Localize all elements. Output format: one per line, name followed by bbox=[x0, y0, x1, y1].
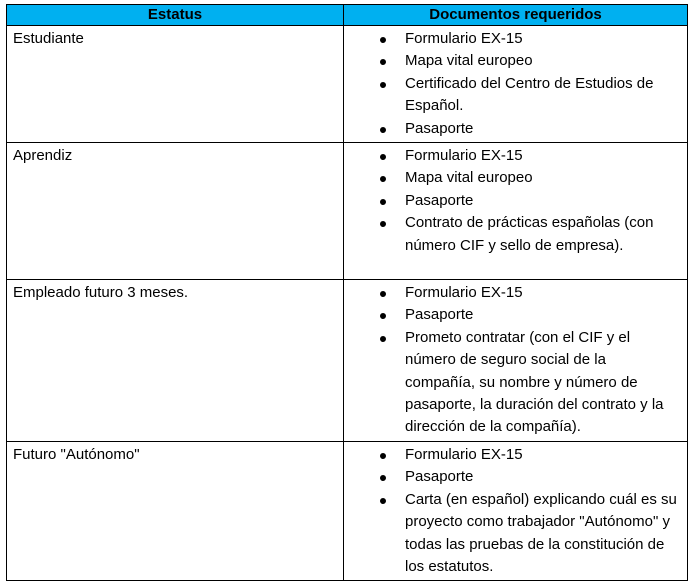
document-text: Pasaporte bbox=[405, 468, 474, 486]
list-item bbox=[344, 190, 679, 212]
list-item bbox=[344, 145, 679, 167]
list-item bbox=[344, 118, 679, 140]
list-item bbox=[344, 167, 679, 189]
bullet-icon bbox=[380, 82, 386, 88]
document-text: Formulario EX-15 bbox=[405, 30, 523, 47]
list-item bbox=[344, 212, 679, 257]
document-text: Certificado del Centro de Estudios de Español. bbox=[405, 74, 654, 115]
document-list bbox=[344, 282, 679, 439]
list-item bbox=[344, 444, 679, 466]
documents-cell bbox=[344, 143, 688, 280]
bullet-icon bbox=[380, 336, 386, 342]
document-text: Carta (en español) explicando cuál es su proyecto como trabajador "Autónomo" y todas las pruebas de la constitución de los estatutos. bbox=[405, 490, 677, 575]
document-text: Pasaporte bbox=[405, 119, 474, 137]
bullet-icon bbox=[380, 453, 386, 459]
requirements-table bbox=[6, 4, 688, 581]
list-item bbox=[344, 327, 679, 439]
bullet-icon bbox=[380, 291, 386, 297]
header-status: Estatus bbox=[7, 5, 344, 26]
list-item bbox=[344, 282, 679, 304]
document-text: Formulario EX-15 bbox=[405, 445, 523, 463]
document-text: Pasaporte bbox=[405, 306, 474, 324]
table-row bbox=[7, 143, 688, 280]
document-text: Pasaporte bbox=[405, 191, 474, 209]
status-cell: Estudiante bbox=[7, 26, 344, 143]
document-text: Prometo contratar (con el CIF y el número de seguro social de la compañía, su nombre y número de pasaporte, la duración del contrato y la dirección de la compañía). bbox=[405, 328, 664, 436]
status-cell: Empleado futuro 3 meses. bbox=[7, 280, 344, 442]
document-list bbox=[344, 444, 679, 578]
list-item bbox=[344, 466, 679, 488]
documents-cell bbox=[344, 26, 688, 143]
bullet-icon bbox=[380, 475, 386, 481]
bullet-icon bbox=[380, 176, 386, 182]
bullet-icon bbox=[380, 221, 386, 227]
bullet-icon bbox=[380, 313, 386, 319]
bullet-icon bbox=[380, 199, 386, 205]
list-item bbox=[344, 304, 679, 326]
documents-cell bbox=[344, 280, 688, 442]
bullet-icon bbox=[380, 127, 386, 133]
list-item bbox=[344, 489, 679, 579]
status-cell: Futuro "Autónomo" bbox=[7, 441, 344, 580]
table-row bbox=[7, 26, 688, 143]
document-text: Contrato de prácticas españolas (con número CIF y sello de empresa). bbox=[405, 214, 654, 254]
header-documents: Documentos requeridos bbox=[344, 5, 688, 26]
bullet-icon bbox=[380, 59, 386, 65]
document-text: Mapa vital europeo bbox=[405, 52, 533, 70]
documents-cell bbox=[344, 441, 688, 580]
document-text: Formulario EX-15 bbox=[405, 147, 523, 165]
list-item bbox=[344, 73, 679, 118]
header-row bbox=[7, 5, 688, 26]
document-list bbox=[344, 28, 679, 140]
bullet-icon bbox=[380, 37, 386, 43]
bullet-icon bbox=[380, 154, 386, 160]
bullet-icon bbox=[380, 498, 386, 504]
list-item bbox=[344, 28, 679, 50]
document-list bbox=[344, 145, 679, 257]
document-text: Mapa vital europeo bbox=[405, 169, 533, 187]
list-item bbox=[344, 50, 679, 72]
table-row bbox=[7, 441, 688, 580]
status-cell: Aprendiz bbox=[7, 143, 344, 280]
table-row bbox=[7, 280, 688, 442]
document-text: Formulario EX-15 bbox=[405, 284, 523, 302]
